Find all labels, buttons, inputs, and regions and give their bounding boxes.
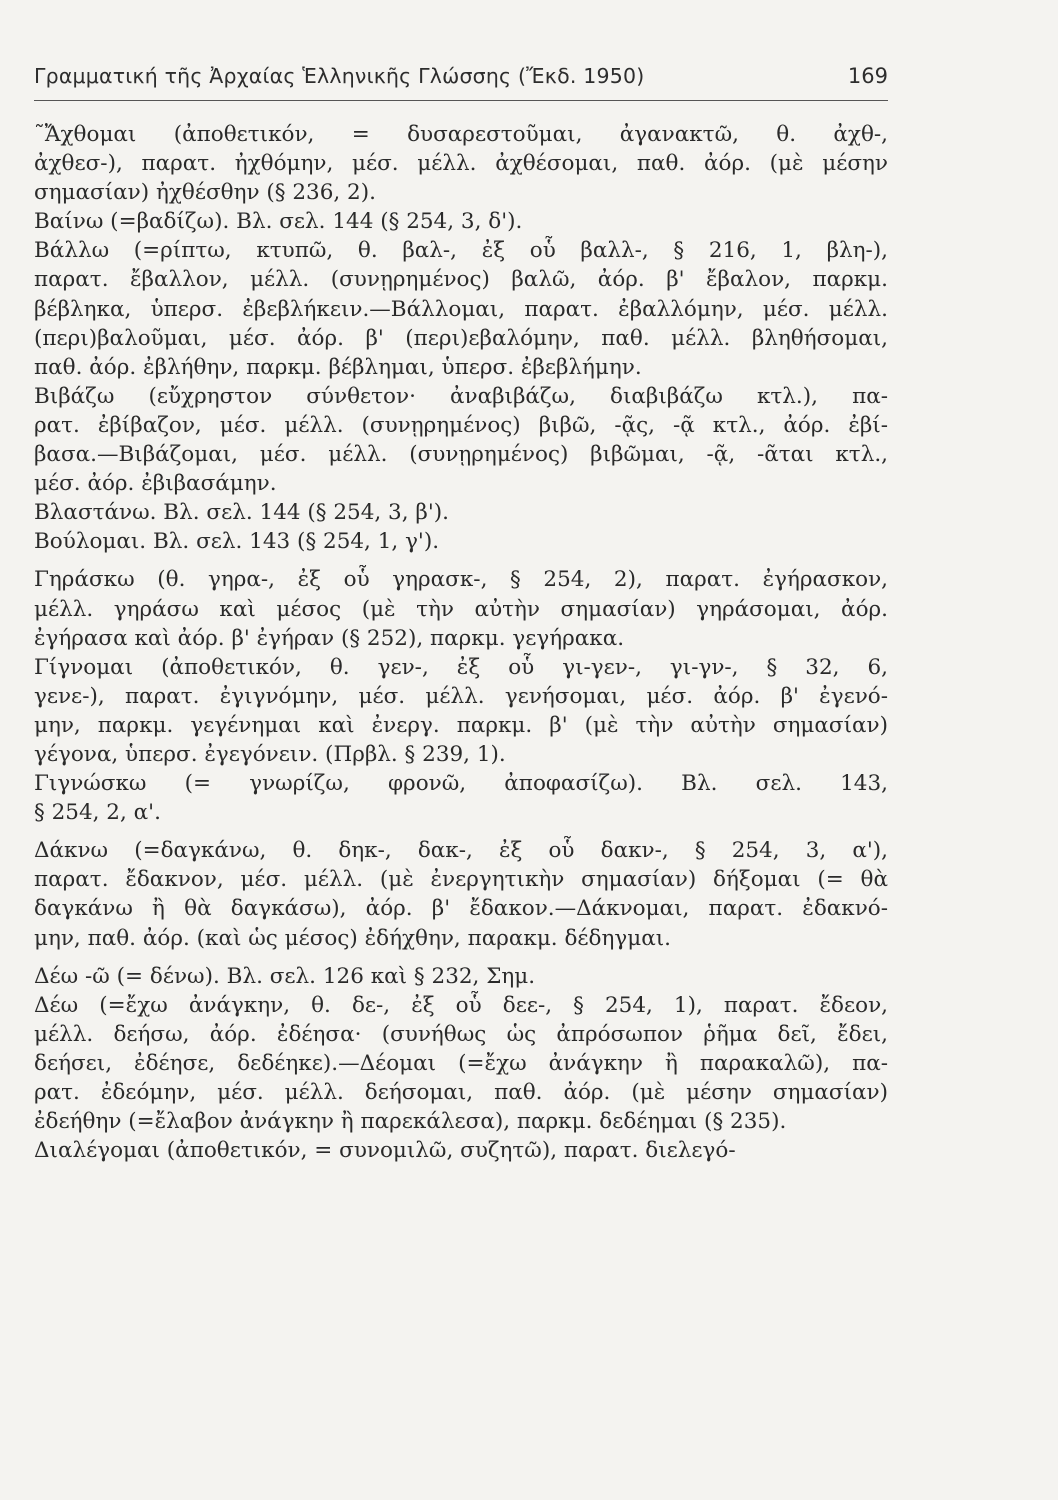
text-line: βέβληκα, ὑπερσ. ἐβεβλήκειν.—Βάλλομαι, παρατ. ἐβαλλόμην, μέσ. μέλλ.	[34, 296, 888, 322]
text-line: Γίγνομαι (ἀποθετικόν, θ. γεν-, ἐξ οὗ γι-γεν-, γι-γν-, § 32, 6,	[34, 654, 888, 680]
text-line: γενε-), παρατ. ἐγιγνόμην, μέσ. μέλλ. γενήσομαι, μέσ. ἀόρ. β' ἐγενό-	[34, 683, 888, 709]
header-rule	[34, 100, 888, 101]
paragraph	[34, 962, 888, 991]
text-line: § 254, 2, α'.	[34, 800, 161, 826]
paragraph	[34, 653, 888, 769]
text-line: ἐγήρασα καὶ ἀόρ. β' ἐγήραν (§ 252), παρκμ. γεγήρακα.	[34, 625, 625, 651]
text-line: Δέω -ῶ (= δένω). Βλ. σελ. 126 καὶ § 232, Σημ.	[34, 963, 536, 989]
text-line: μέσ. ἀόρ. ἐβιβασάμην.	[34, 471, 277, 497]
paragraph	[34, 236, 888, 381]
paragraph	[34, 565, 888, 652]
text-line: γέγονα, ὑπερσ. ἐγεγόνειν. (Πρβλ. § 239, 1).	[34, 741, 506, 767]
text-line: βασα.—Βιβάζομαι, μέσ. μέλλ. (συνῃρημένος) βιβῶμαι, -ᾷ, -ᾶται κτλ.,	[34, 442, 888, 468]
running-title: Γραμματική τῆς Ἀρχαίας Ἑλληνικῆς Γλώσσης (Ἔκδ. 1950)	[34, 64, 645, 88]
text-line: Βλαστάνω. Βλ. σελ. 144 (§ 254, 3, β').	[34, 500, 449, 526]
text-line: μην, παρκμ. γεγένημαι καὶ ἐνεργ. παρκμ. β' (μὲ τὴν αὐτὴν σημασίαν)	[34, 712, 888, 738]
paragraph	[34, 1136, 888, 1165]
text-line: (περι)βαλοῦμαι, μέσ. ἀόρ. β' (περι)εβαλόμην, παθ. μέλλ. βληθήσομαι,	[34, 325, 888, 351]
paragraph-gap	[34, 556, 888, 565]
text-body	[34, 120, 888, 1165]
page-number: 169	[847, 64, 888, 88]
text-line: δεήσει, ἐδέησε, δεδέηκε).—Δέομαι (=ἔχω ἀνάγκην ἢ παρακαλῶ), πα-	[34, 1050, 888, 1076]
text-line: σημασίαν) ἠχθέσθην (§ 236, 2).	[34, 180, 376, 206]
text-line: μην, παθ. ἀόρ. (καὶ ὡς μέσος) ἐδήχθην, παρακμ. δέδηγμαι.	[34, 925, 671, 951]
text-line: ρατ. ἐδεόμην, μέσ. μέλλ. δεήσομαι, παθ. ἀόρ. (μὲ μέσην σημασίαν)	[34, 1080, 888, 1105]
text-line: Βούλομαι. Βλ. σελ. 143 (§ 254, 1, γ').	[34, 529, 440, 555]
paragraph	[34, 120, 888, 207]
text-line: Δάκνω (=δαγκάνω, θ. δηκ-, δακ-, ἐξ οὗ δακν-, § 254, 3, α'),	[34, 838, 888, 864]
text-line: παρατ. ἔβαλλον, μέλλ. (συνῃρημένος) βαλῶ, ἀόρ. β' ἔβαλον, παρκμ.	[34, 267, 888, 293]
text-line: δαγκάνω ἢ θὰ δαγκάσω), ἀόρ. β' ἔδακον.—Δάκνομαι, παρατ. ἐδακνό-	[34, 896, 888, 922]
paragraph	[34, 769, 888, 827]
text-line: Βαίνω (=βαδίζω). Βλ. σελ. 144 (§ 254, 3, δ').	[34, 209, 523, 235]
text-line: ἀχθεσ-), παρατ. ἠχθόμην, μέσ. μέλλ. ἀχθέσομαι, παθ. ἀόρ. (μὲ μέσην	[34, 151, 888, 177]
text-line: Γηράσκω (θ. γηρα-, ἐξ οὗ γηρασκ-, § 254, 2), παρατ. ἐγήρασκον,	[34, 567, 888, 593]
text-line: παθ. ἀόρ. ἐβλήθην, παρκμ. βέβλημαι, ὑπερσ. ἐβεβλήμην.	[34, 354, 642, 380]
text-line: Γιγνώσκω (= γνωρίζω, φρονῶ, ἀποφασίζω). Βλ. σελ. 143,	[34, 771, 888, 797]
text-line: Διαλέγομαι (ἀποθετικόν, = συνομιλῶ, συζητῶ), παρατ. διελεγό-	[34, 1138, 736, 1164]
paragraph	[34, 836, 888, 952]
paragraph-gap	[34, 827, 888, 836]
paragraph	[34, 991, 888, 1136]
text-line: Βάλλω (=ρίπτω, κτυπῶ, θ. βαλ-, ἐξ οὗ βαλλ-, § 216, 1, βλη-),	[34, 238, 888, 264]
text-line: παρατ. ἔδακνον, μέσ. μέλλ. (μὲ ἐνεργητικὴν σημασίαν) δήξομαι (= θὰ	[34, 867, 888, 893]
paragraph	[34, 382, 888, 498]
text-line: μέλλ. γηράσω καὶ μέσος (μὲ τὴν αὐτὴν σημασίαν) γηράσομαι, ἀόρ.	[34, 596, 888, 622]
text-line: ἐδεήθην (=ἔλαβον ἀνάγκην ἢ παρεκάλεσα), παρκμ. δεδέημαι (§ 235).	[34, 1109, 787, 1135]
text-line: Βιβάζω (εὔχρηστον σύνθετον· ἀναβιβάζω, διαβιβάζω κτλ.), πα-	[34, 383, 888, 409]
paragraph-gap	[34, 953, 888, 962]
text-line: ρατ. ἐβίβαζον, μέσ. μέλλ. (συνῃρημένος) βιβῶ, -ᾷς, -ᾷ κτλ., ἀόρ. ἐβί-	[34, 412, 888, 438]
paragraph	[34, 527, 888, 556]
paragraph	[34, 498, 888, 527]
paragraph	[34, 207, 888, 236]
text-line: ˜Ἄχθομαι (ἀποθετικόν, = δυσαρεστοῦμαι, ἀγανακτῶ, θ. ἀχθ-,	[34, 122, 888, 147]
text-line: Δέω (=ἔχω ἀνάγκην, θ. δε-, ἐξ οὗ δεε-, § 254, 1), παρατ. ἔδεον,	[34, 992, 888, 1018]
text-line: μέλλ. δεήσω, ἀόρ. ἐδέησα· (συνήθως ὡς ἀπρόσωπον ῥῆμα δεῖ, ἔδει,	[34, 1021, 888, 1047]
